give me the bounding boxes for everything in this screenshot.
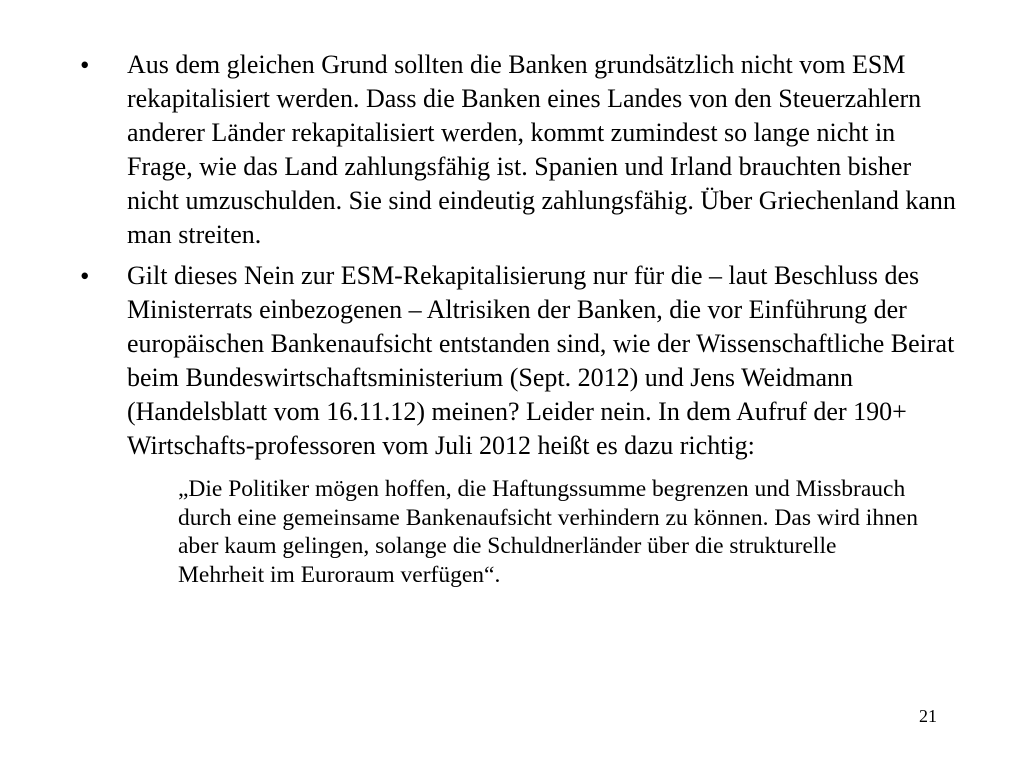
bullet-list [0,48,1024,596]
bullet-item [0,259,1024,589]
block-quote: „Die Politiker mögen hoffen, die Haftungssumme begrenzen und Missbrauch durch eine gemeinsame Bankenaufsicht verhindern zu können. Das wird ihnen aber kaum gelingen, solange die Schuldnerländer über die strukturelle Mehrheit im Euroraum verfügen“. [178,476,919,588]
slide-number: 21 [919,706,937,726]
bullet-item [0,48,1024,252]
bullet-text: Aus dem gleichen Grund sollten die Banken grundsätzlich nicht vom ESM rekapitalisiert werden. Dass die Banken eines Landes von den Steuerzahlern anderer Länder rekapitalisiert werden, kommt zumindest so lange nicht in Frage, wie das Land zahlungsfähig ist. Spanien und Irland brauchten bisher nicht umzuschulden. Sie sind eindeutig zahlungsfähig. Über Griechenland kann man streiten. [127,50,956,249]
bullet-marker: • [80,261,90,291]
bullet-marker: • [80,50,90,80]
bullet-text: Gilt dieses Nein zur ESM-Rekapitalisierung nur für die – laut Beschluss des Ministerrats einbezogenen – Altrisiken der Banken, die vor Einführung der europäischen Bankenaufsicht entstanden sind, wie der Wissenschaftliche Beirat beim Bundeswirtschaftsministerium (Sept. 2012) und Jens Weidmann (Handelsblatt vom 16.11.12) meinen? Leider nein. In dem Aufruf der 190+ Wirtschafts-professoren vom Juli 2012 heißt es dazu richtig: [127,261,955,460]
